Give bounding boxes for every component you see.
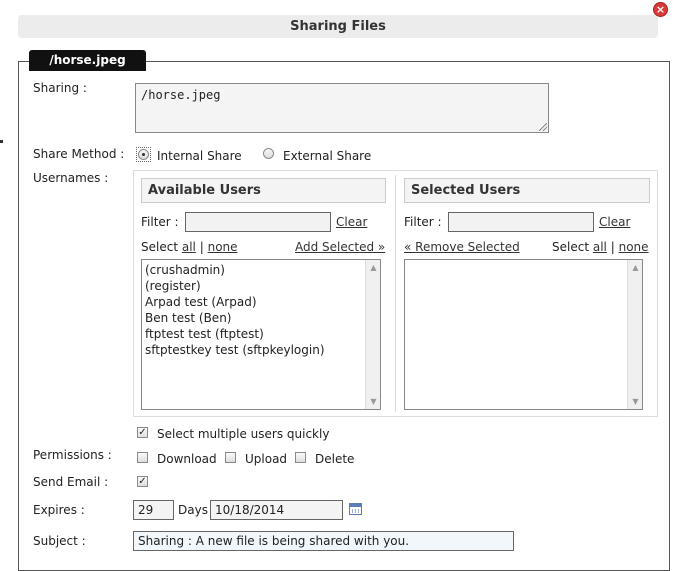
selected-select-separator: |	[610, 240, 615, 254]
external-share-radio[interactable]	[263, 148, 274, 159]
upload-checkbox[interactable]	[225, 452, 236, 463]
selected-clear-link[interactable]: Clear	[599, 215, 631, 229]
scroll-up-icon[interactable]: ▲	[632, 263, 639, 272]
selected-select-none-link[interactable]: none	[618, 240, 649, 254]
available-users-list[interactable]	[141, 259, 381, 410]
delete-checkbox[interactable]	[295, 452, 306, 463]
scroll-down-icon[interactable]: ▼	[370, 397, 377, 406]
calendar-icon[interactable]	[349, 503, 362, 515]
sharing-value: /horse.jpeg	[141, 88, 221, 102]
dialog-title-bar	[18, 15, 658, 38]
scroll-down-icon[interactable]: ▼	[632, 397, 639, 406]
available-clear-link[interactable]: Clear	[336, 215, 368, 229]
download-label[interactable]: Download	[157, 452, 217, 466]
expires-date-input[interactable]: 10/18/2014	[210, 500, 343, 520]
list-item[interactable]: Ben test (Ben)	[145, 311, 232, 325]
send-email-checkbox[interactable]: ✓	[138, 476, 147, 487]
available-filter-label: Filter :	[141, 215, 179, 229]
quick-select-label[interactable]: Select multiple users quickly	[157, 427, 330, 441]
selected-select-all-link[interactable]: all	[592, 240, 607, 254]
selected-select-controls	[552, 240, 649, 254]
list-item[interactable]: (crushadmin)	[145, 263, 225, 277]
selected-filter-input[interactable]	[448, 212, 594, 232]
file-tab: /horse.jpeg	[29, 50, 146, 71]
permissions-label: Permissions :	[33, 448, 112, 462]
list-item[interactable]: (register)	[145, 279, 201, 293]
selected-list-scrollbar[interactable]	[627, 260, 642, 409]
upload-label[interactable]: Upload	[245, 452, 288, 466]
list-item[interactable]: ftptest test (ftptest)	[145, 327, 264, 341]
subject-label: Subject :	[33, 534, 86, 548]
subject-input[interactable]: Sharing : A new file is being shared with you.	[133, 531, 514, 551]
delete-label[interactable]: Delete	[315, 452, 355, 466]
expires-days-input[interactable]: 29	[133, 500, 174, 520]
available-users-header: Available Users	[141, 178, 386, 203]
remove-selected-link[interactable]: « Remove Selected	[404, 240, 520, 254]
edge-mark	[0, 140, 3, 143]
selected-select-label: Select	[552, 240, 590, 254]
share-method-label: Share Method :	[33, 147, 125, 161]
sharing-label: Sharing :	[33, 81, 87, 95]
available-select-controls	[141, 240, 238, 254]
available-select-separator: |	[199, 240, 204, 254]
expires-label: Expires :	[33, 503, 85, 517]
expires-days-label: Days	[178, 503, 208, 517]
add-selected-link[interactable]: Add Selected »	[295, 240, 386, 254]
quick-select-checkbox[interactable]: ✓	[138, 427, 147, 438]
selected-users-list[interactable]	[404, 259, 643, 410]
available-select-none-link[interactable]: none	[207, 240, 238, 254]
available-select-label: Select	[141, 240, 179, 254]
selected-users-header: Selected Users	[404, 178, 650, 203]
selected-filter-label: Filter :	[404, 215, 442, 229]
scroll-up-icon[interactable]: ▲	[370, 263, 377, 272]
available-select-all-link[interactable]: all	[181, 240, 196, 254]
available-filter-input[interactable]	[185, 212, 331, 232]
available-users-items	[142, 262, 364, 358]
available-list-scrollbar[interactable]	[365, 260, 380, 409]
download-checkbox[interactable]	[137, 452, 148, 463]
internal-share-radio[interactable]	[138, 149, 149, 160]
list-item[interactable]: sftptestkey test (sftpkeylogin)	[145, 343, 325, 357]
column-divider	[395, 175, 396, 412]
internal-share-label[interactable]: Internal Share	[157, 149, 242, 163]
external-share-label[interactable]: External Share	[283, 149, 372, 163]
close-icon[interactable]: ×	[653, 2, 668, 17]
list-item[interactable]: Arpad test (Arpad)	[145, 295, 257, 309]
dialog-title: Sharing Files	[290, 19, 386, 34]
sharing-textarea[interactable]	[135, 83, 549, 133]
resize-grip-icon[interactable]	[539, 123, 547, 131]
usernames-label: Usernames :	[33, 171, 109, 185]
send-email-label: Send Email :	[33, 475, 109, 489]
internal-share-radio-focus	[136, 147, 151, 162]
